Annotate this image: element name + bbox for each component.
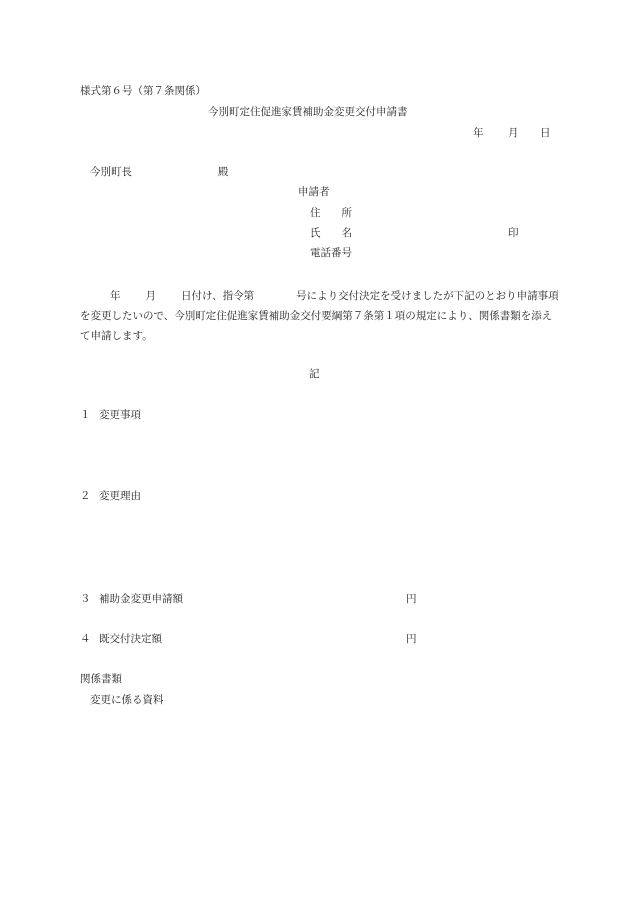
date-month: 月 [508,127,519,139]
date-day: 日 [540,127,551,139]
item-number: ２ [80,490,91,502]
item-number: ３ [80,593,91,605]
date-year: 年 [473,127,484,139]
body-paragraph [80,286,562,346]
phone-label: 電話番号 [310,247,352,259]
item-label: 既交付決定額 [99,633,162,645]
body-year: 年 [110,290,121,302]
item-label: 補助金変更申請額 [99,593,183,605]
item-number: １ [80,409,91,421]
seal-mark: 印 [508,227,519,239]
document-title: 今別町定住促進家賃補助金変更交付申請書 [208,106,408,118]
body-continuation: 号により交付決定を受けましたが下記のとおり申請事項を変更したいので、今別町定住促進家賃補助金交付要綱第７条第１項の規定により、関係書類を添えて申請します。 [80,290,559,342]
addressee-honorific: 殿 [218,166,229,178]
addressee-name: 今別町長 [90,166,132,178]
body-day-suffix: 日付け、指令第 [181,290,255,302]
ki-heading: 記 [309,368,320,380]
attachments-heading: 関係書類 [80,673,122,685]
item-number: ４ [80,633,91,645]
item-label: 変更理由 [99,490,141,502]
item-label: 変更事項 [99,409,141,421]
name-label: 氏 名 [310,227,352,239]
applicant-heading: 申請者 [298,186,330,198]
item-unit: 円 [406,633,417,645]
body-month: 月 [145,290,156,302]
form-number: 様式第６号（第７条関係） [80,85,206,97]
attachment-item: 変更に係る資料 [90,694,164,706]
item-unit: 円 [406,593,417,605]
address-label: 住 所 [310,207,352,219]
